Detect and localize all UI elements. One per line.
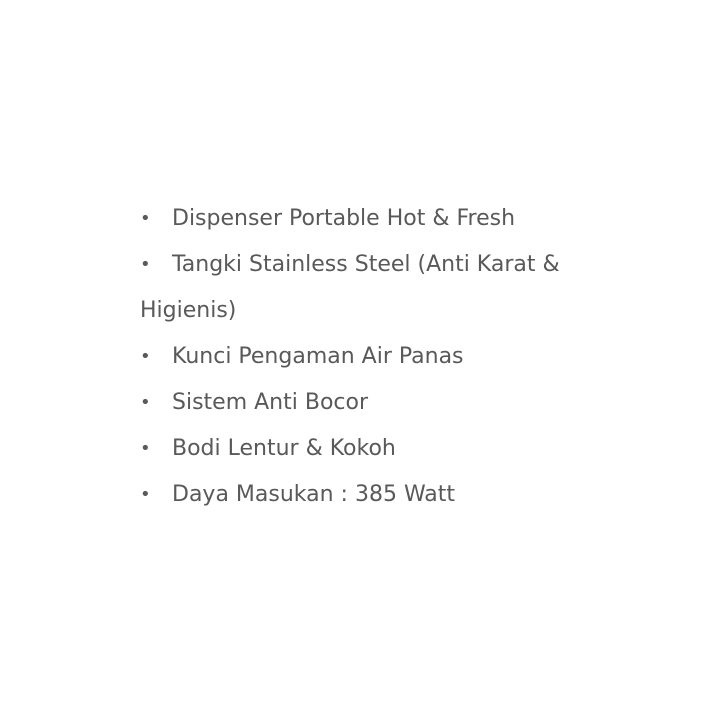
feature-text: Dispenser Portable Hot & Fresh [172,206,516,231]
feature-text: Tangki Stainless Steel (Anti Karat & Higienis) [140,252,560,323]
list-item [140,426,580,472]
bullet-icon: • [140,208,151,229]
feature-text: Bodi Lentur & Kokoh [172,436,396,461]
bullet-icon: • [140,484,151,505]
feature-list-container [140,196,580,518]
feature-list [140,196,580,518]
list-item [140,380,580,426]
bullet-icon: • [140,392,151,413]
list-item [140,334,580,380]
feature-text: Daya Masukan : 385 Watt [172,482,456,507]
feature-text: Sistem Anti Bocor [172,390,369,415]
list-item [140,196,580,242]
bullet-icon: • [140,346,151,367]
bullet-icon: • [140,438,151,459]
list-item [140,242,580,334]
feature-text: Kunci Pengaman Air Panas [172,344,464,369]
bullet-icon: • [140,254,151,275]
list-item [140,472,580,518]
